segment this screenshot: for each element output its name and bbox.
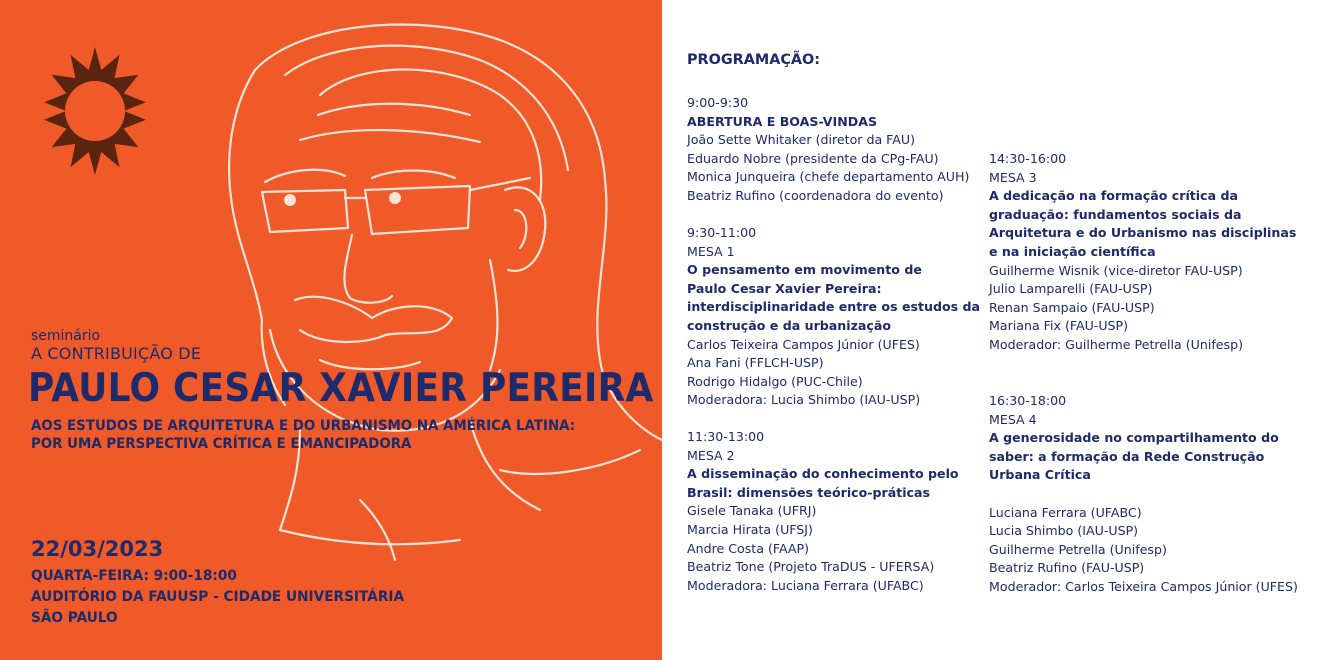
session-time: 11:30-13:00 [687,429,765,444]
session-time: 9:00-9:30 [687,95,749,110]
session-topic: interdisciplinaridade entre os estudos da [687,299,981,315]
participant: Andre Costa (FAAP) [687,540,810,556]
session-label: MESA 1 [687,243,735,259]
session-topic: Brasil: dimensões teórico-práticas [687,484,930,500]
session-topic: A generosidade no compartilhamento do [989,430,1279,446]
participant: Moderadora: Luciana Ferrara (UFABC) [687,577,924,593]
session-topic: Paulo Cesar Xavier Pereira: [687,280,882,296]
participant: João Sette Whitaker (diretor da FAU) [687,132,916,148]
session-mesa-4 [989,392,1298,597]
participant: Luciana Ferrara (UFABC) [989,504,1142,520]
session-topic: Urbana Crítica [989,467,1091,483]
participant: Mariana Fix (FAU-USP) [989,318,1129,334]
session-time: 9:30-11:00 [687,225,757,240]
program-panel [662,0,1320,660]
session-topic: saber: a formação da Rede Construção [989,448,1265,464]
participant: Carlos Teixeira Campos Júnior (UFES) [687,336,920,352]
subtitle-line: POR UMA PERSPECTIVA CRÍTICA E EMANCIPADORA [31,436,412,452]
event-venue: AUDITÓRIO DA FAUUSP - CIDADE UNIVERSITÁRIA [31,589,405,605]
session-opening [687,94,969,206]
participant: Monica Junqueira (chefe departamento AUH) [687,169,970,185]
session-mesa-2 [687,428,959,595]
session-label: MESA 3 [989,169,1037,185]
participant: Marcia Hirata (UFSJ) [687,521,813,537]
session-mesa-1 [687,224,980,410]
participant: Ana Fani (FFLCH-USP) [687,355,824,371]
participant: Beatriz Rufino (coordenadora do evento) [687,187,944,203]
sun-logo-icon [24,40,166,182]
participant: Guilherme Wisnik (vice-diretor FAU-USP) [989,262,1243,278]
participant: Guilherme Petrella (Unifesp) [989,541,1167,557]
contribution-line: A CONTRIBUIÇÃO DE [31,344,202,363]
subtitle-line: AOS ESTUDOS DE ARQUITETURA E DO URBANISMO NA AMÉRICA LATINA: [31,418,576,434]
event-schedule: QUARTA-FEIRA: 9:00-18:00 [31,568,237,584]
session-time: 16:30-18:00 [989,393,1067,408]
participant: Lucia Shimbo (IAU-USP) [989,523,1139,539]
participant: Gisele Tanaka (UFRJ) [687,503,817,519]
session-topic: A disseminação do conhecimento pelo [687,466,959,482]
session-heading: ABERTURA E BOAS-VINDAS [687,113,878,129]
session-topic: graduação: fundamentos sociais da [989,206,1242,222]
event-city: SÃO PAULO [31,610,118,626]
session-topic: O pensamento em movimento de [687,262,922,278]
participant: Eduardo Nobre (presidente da CPg-FAU) [687,150,939,166]
session-topic: Arquitetura e do Urbanismo nas disciplinas [989,225,1297,241]
session-mesa-3 [989,150,1296,355]
participant: Julio Lamparelli (FAU-USP) [989,281,1153,297]
seminar-label: seminário [31,328,101,344]
participant: Moderadora: Lucia Shimbo (IAU-USP) [687,392,921,408]
participant: Beatriz Rufino (FAU-USP) [989,560,1145,576]
event-subtitle [31,417,575,453]
event-info [31,566,404,629]
session-topic: construção e da urbanização [687,317,892,333]
participant: Moderador: Carlos Teixeira Campos Júnior (UFES) [989,578,1298,594]
program-title: PROGRAMAÇÃO: [687,52,821,68]
participant: Beatriz Tone (Projeto TraDUS - UFERSA) [687,559,935,575]
participant: Rodrigo Hidalgo (PUC-Chile) [687,373,863,389]
participant: Renan Sampaio (FAU-USP) [989,299,1155,315]
spacer [989,485,1298,504]
session-topic: e na iniciação científica [989,243,1156,259]
session-label: MESA 4 [989,411,1037,427]
participant: Moderador: Guilherme Petrella (Unifesp) [989,336,1244,352]
session-time: 14:30-16:00 [989,151,1067,166]
honoree-name: PAULO CESAR XAVIER PEREIRA [28,366,654,411]
event-date: 22/03/2023 [31,537,164,561]
session-label: MESA 2 [687,447,735,463]
session-topic: A dedicação na formação crítica da [989,188,1238,204]
